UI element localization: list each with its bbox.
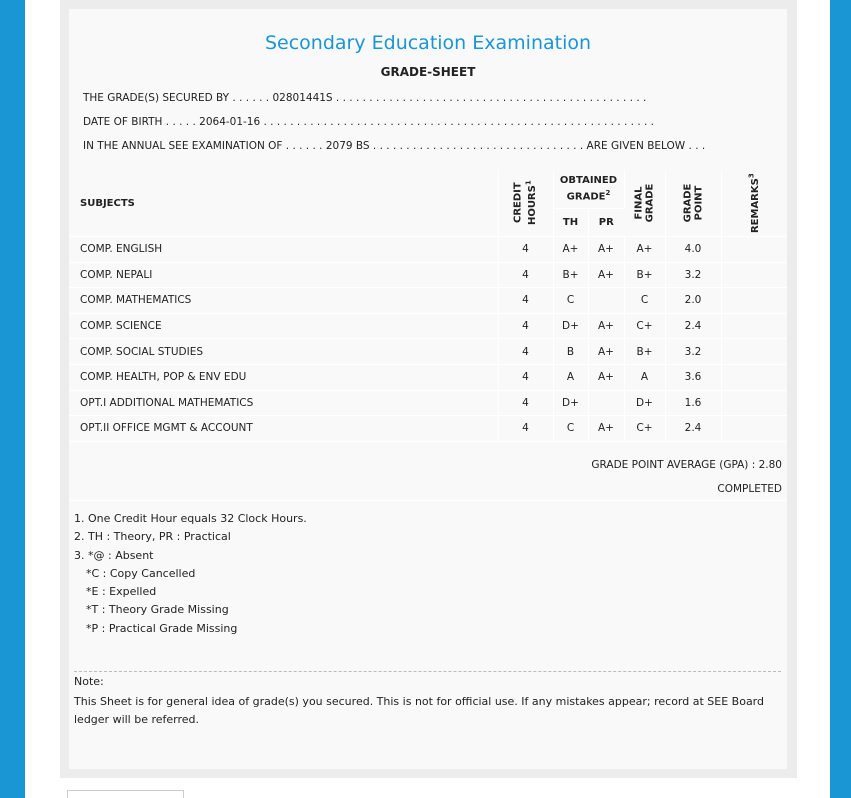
credit-hours-header: CREDIT HOURS$^1$	[498, 170, 553, 237]
table-row	[69, 288, 787, 314]
practical-grade-cell	[588, 288, 624, 314]
symbol-number-line: THE GRADE(S) SECURED BY . . . . . . 02801441S . . . . . . . . . . . . . . . . . . . . . . . . . . . . . . . . . . . . . . . . . . . . . . .	[83, 92, 647, 104]
practical-grade-cell: A+	[588, 237, 624, 263]
subject-cell: COMP. SOCIAL STUDIES	[69, 339, 498, 365]
table-row	[69, 339, 787, 365]
final-grade-cell: A	[624, 364, 665, 390]
grade-point-header: GRADE POINT	[665, 170, 721, 237]
grade-point-cell: 2.4	[665, 416, 721, 442]
result-status: COMPLETED	[717, 483, 782, 495]
exam-year-line: IN THE ANNUAL SEE EXAMINATION OF . . . . . . 2079 BS . . . . . . . . . . . . . . . . . . . . . . . . . . . . . . . . ARE GIVEN BELOW . . .	[83, 140, 706, 152]
footnote-legend	[74, 510, 307, 638]
exam-title: Secondary Education Examination	[264, 32, 592, 54]
grade-point-cell: 3.2	[665, 339, 721, 365]
subject-cell: COMP. MATHEMATICS	[69, 288, 498, 314]
grade-point-cell: 3.6	[665, 364, 721, 390]
final-grade-cell: B+	[624, 339, 665, 365]
legend-item: *C : Copy Cancelled	[86, 566, 196, 580]
grade-point-cell: 2.4	[665, 313, 721, 339]
table-row	[69, 416, 787, 442]
remarks-cell	[721, 390, 787, 416]
theory-header: TH	[553, 209, 588, 237]
final-grade-cell: A+	[624, 237, 665, 263]
practical-grade-cell	[588, 390, 624, 416]
note-heading: Note:	[74, 675, 104, 688]
theory-grade-cell: A+	[553, 237, 588, 263]
remarks-cell	[721, 288, 787, 314]
legend-item: *T : Theory Grade Missing	[86, 603, 229, 617]
table-header-row	[69, 170, 787, 209]
credit-cell: 4	[498, 364, 553, 390]
practical-grade-cell: A+	[588, 416, 624, 442]
section-divider	[69, 500, 787, 501]
practical-header: PR	[588, 209, 624, 237]
remarks-cell	[721, 339, 787, 365]
subject-cell: OPT.II OFFICE MGMT & ACCOUNT	[69, 416, 498, 442]
final-grade-cell: C	[624, 288, 665, 314]
subject-cell: COMP. ENGLISH	[69, 237, 498, 263]
subject-cell: COMP. SCIENCE	[69, 313, 498, 339]
subject-cell: COMP. NEPALI	[69, 262, 498, 288]
theory-grade-cell: C	[553, 416, 588, 442]
subject-cell: COMP. HEALTH, POP & ENV EDU	[69, 364, 498, 390]
credit-cell: 4	[498, 390, 553, 416]
practical-grade-cell: A+	[588, 339, 624, 365]
practical-grade-cell: A+	[588, 313, 624, 339]
credit-cell: 4	[498, 237, 553, 263]
date-of-birth-line: DATE OF BIRTH . . . . . 2064-01-16 . . . . . . . . . . . . . . . . . . . . . . . . . . . . . . . . . . . . . . . . . . . . . . . . . . . . . . . . . . .	[83, 116, 655, 128]
table-row	[69, 364, 787, 390]
credit-cell: 4	[498, 416, 553, 442]
legend-item: *P : Practical Grade Missing	[86, 621, 238, 635]
table-row	[69, 313, 787, 339]
theory-grade-cell: C	[553, 288, 588, 314]
table-row	[69, 237, 787, 263]
remarks-header: REMARKS$^3$	[721, 170, 787, 237]
remarks-cell	[721, 237, 787, 263]
practical-grade-cell: A+	[588, 262, 624, 288]
final-grade-cell: B+	[624, 262, 665, 288]
theory-grade-cell: A	[553, 364, 588, 390]
final-grade-header: FINAL GRADE	[624, 170, 665, 237]
sheet-subtitle: GRADE-SHEET	[380, 65, 476, 79]
credit-cell: 4	[498, 262, 553, 288]
remarks-cell	[721, 262, 787, 288]
remarks-cell	[721, 313, 787, 339]
legend-item: 3. *@ : Absent	[74, 548, 154, 562]
final-grade-cell: C+	[624, 416, 665, 442]
grade-point-cell: 4.0	[665, 237, 721, 263]
credit-cell: 4	[498, 288, 553, 314]
grade-point-cell: 1.6	[665, 390, 721, 416]
grade-point-cell: 2.0	[665, 288, 721, 314]
table-row	[69, 262, 787, 288]
final-grade-cell: C+	[624, 313, 665, 339]
print-button-edge[interactable]	[67, 790, 184, 798]
right-accent-bar	[830, 0, 851, 798]
credit-cell: 4	[498, 339, 553, 365]
gpa-summary: GRADE POINT AVERAGE (GPA) : 2.80	[591, 459, 782, 471]
legend-item: 1. One Credit Hour equals 32 Clock Hours.	[74, 512, 307, 525]
left-accent-bar	[0, 0, 25, 798]
note-separator	[74, 671, 781, 672]
subject-cell: OPT.I ADDITIONAL MATHEMATICS	[69, 390, 498, 416]
theory-grade-cell: B	[553, 339, 588, 365]
theory-grade-cell: B+	[553, 262, 588, 288]
theory-grade-cell: D+	[553, 313, 588, 339]
table-row	[69, 390, 787, 416]
note-text: This Sheet is for general idea of grade(s) you secured. This is not for official use. If any mistakes appear; record at SEE Board ledger will be referred.	[74, 695, 764, 726]
grade-point-cell: 3.2	[665, 262, 721, 288]
grades-table	[69, 170, 787, 442]
credit-cell: 4	[498, 313, 553, 339]
final-grade-cell: D+	[624, 390, 665, 416]
practical-grade-cell: A+	[588, 364, 624, 390]
remarks-cell	[721, 416, 787, 442]
legend-item: 2. TH : Theory, PR : Practical	[74, 530, 231, 544]
subjects-header: SUBJECTS	[69, 170, 498, 237]
legend-item: *E : Expelled	[86, 585, 157, 599]
theory-grade-cell: D+	[553, 390, 588, 416]
obtained-grade-header: OBTAINED GRADE$^2$	[553, 170, 624, 209]
remarks-cell	[721, 364, 787, 390]
